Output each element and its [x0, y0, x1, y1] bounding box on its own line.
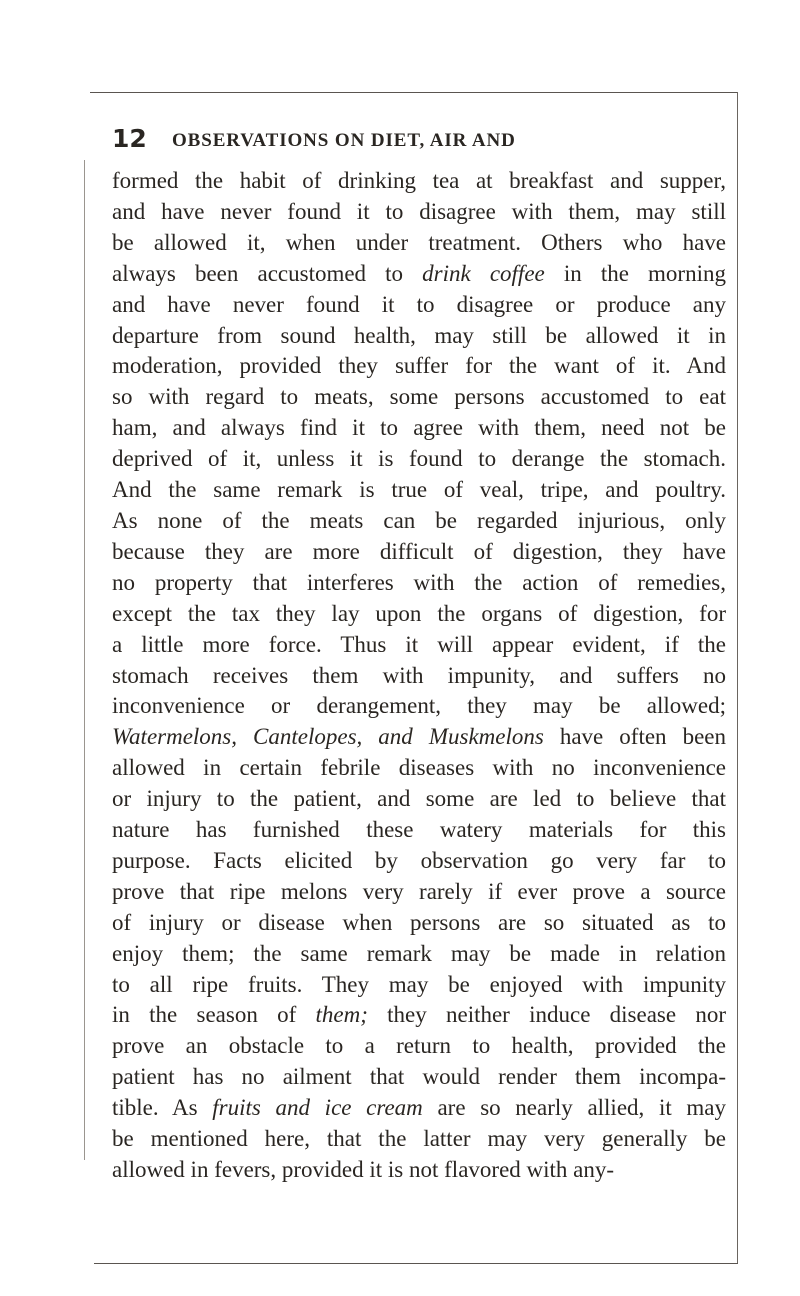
text-line: stomach receives them with impunity, and suffers no [112, 662, 726, 688]
text-line: Watermelons, Cantelopes, and Muskmelons have often been [112, 724, 726, 750]
text-line: And the same remark is true of veal, tripe, and poultry. [112, 477, 726, 503]
text-line: purpose. Facts elicited by observation go very far to [112, 847, 726, 873]
text-line: or injury to the patient, and some are led to believe that [112, 786, 726, 812]
text-line: tible. As fruits and ice cream are so nearly allied, it may [112, 1095, 726, 1121]
text-line: deprived of it, unless it is found to derange the stomach. [112, 446, 726, 472]
text-line: allowed in fevers, provided it is not flavored with any- [112, 1157, 615, 1182]
text-line: a little more force. Thus it will appear evident, if the [112, 631, 726, 657]
page-border-left [84, 160, 85, 1160]
text-line: be mentioned here, that the latter may very generally be [112, 1126, 726, 1152]
text-line: and have never found it to disagree or produce any [112, 291, 726, 317]
text-line: no property that interferes with the action of remedies, [112, 569, 726, 595]
running-title: OBSERVATIONS ON DIET, AIR AND [172, 130, 516, 151]
page-border-bottom [94, 1263, 738, 1264]
text-line: ham, and always find it to agree with them, need not be [112, 415, 726, 441]
text-line: formed the habit of drinking tea at breakfast and supper, [112, 168, 726, 193]
text-line: inconvenience or derangement, they may be allowed; [112, 693, 726, 719]
text-line: As none of the meats can be regarded injurious, only [112, 507, 726, 533]
text-line: be allowed it, when under treatment. Others who have [112, 229, 726, 255]
page-border-right [737, 92, 738, 1264]
body-text [112, 166, 726, 1186]
text-line: and have never found it to disagree with them, may still [112, 198, 726, 224]
text-line: allowed in certain febrile diseases with no inconvenience [112, 755, 726, 781]
text-line: moderation, provided they suffer for the want of it. And [112, 353, 726, 379]
text-line: departure from sound health, may still be allowed it in [112, 322, 726, 348]
text-line: because they are more difficult of digestion, they have [112, 538, 726, 564]
page-number: 12 [112, 124, 147, 153]
text-line: patient has no ailment that would render them incompa- [112, 1064, 726, 1090]
text-line: prove that ripe melons very rarely if ever prove a source [112, 878, 726, 904]
text-line: except the tax they lay upon the organs of digestion, for [112, 600, 726, 626]
page-header [112, 124, 712, 164]
text-line: of injury or disease when persons are so situated as to [112, 909, 726, 935]
text-line: nature has furnished these watery materials for this [112, 817, 726, 843]
text-line: to all ripe fruits. They may be enjoyed with impunity [112, 971, 726, 997]
text-line: always been accustomed to drink coffee in the morning [112, 260, 726, 286]
text-line: prove an obstacle to a return to health, provided the [112, 1033, 726, 1059]
page-border-top [90, 92, 738, 93]
text-line: so with regard to meats, some persons accustomed to eat [112, 384, 726, 410]
text-line: in the season of them; they neither induce disease nor [112, 1002, 726, 1028]
text-line: enjoy them; the same remark may be made in relation [112, 940, 726, 966]
